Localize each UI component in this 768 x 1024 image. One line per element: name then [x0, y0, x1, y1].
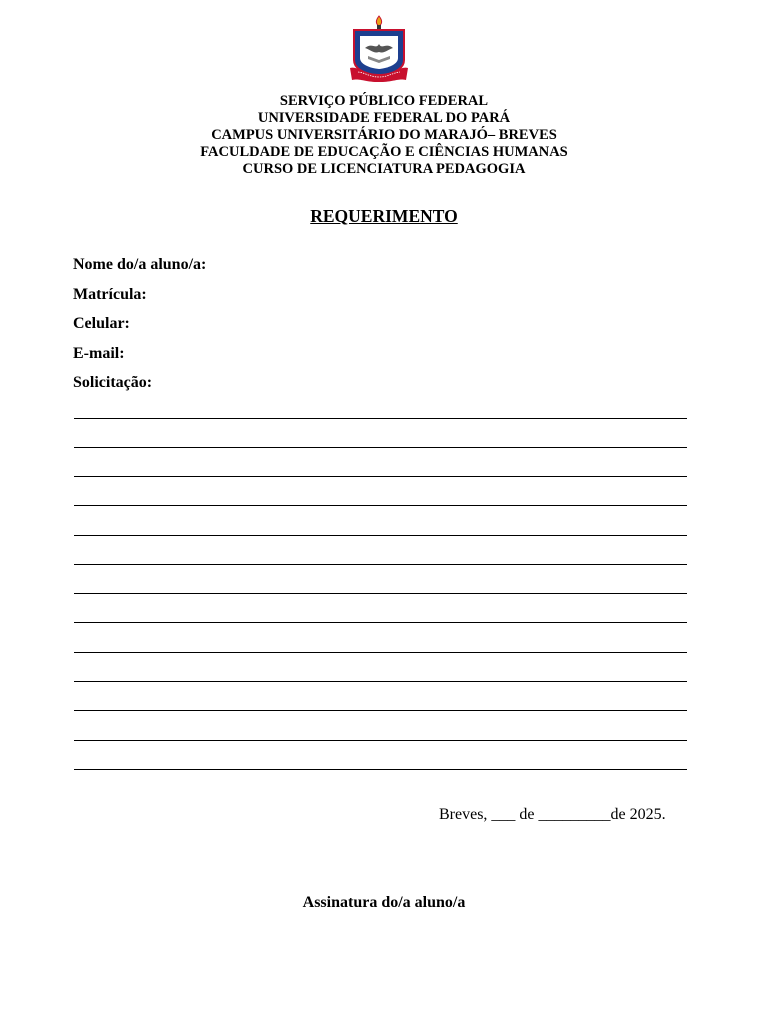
writing-line — [74, 564, 687, 565]
writing-line — [74, 740, 687, 741]
writing-line — [74, 681, 687, 682]
writing-line — [74, 710, 687, 711]
header-line-course: CURSO DE LICENCIATURA PEDAGOGIA — [242, 161, 526, 177]
writing-line — [74, 535, 687, 536]
university-crest-icon — [348, 14, 410, 84]
writing-line — [74, 593, 687, 594]
institution-header — [0, 93, 768, 178]
student-name-label: Nome do/a aluno/a: — [73, 256, 207, 273]
header-line-university: UNIVERSIDADE FEDERAL DO PARÁ — [257, 110, 511, 126]
header-line-service: SERVIÇO PÚBLICO FEDERAL — [279, 93, 489, 109]
header-line-faculty: FACULDADE DE EDUCAÇÃO E CIÊNCIAS HUMANAS — [200, 144, 568, 160]
writing-line — [74, 622, 687, 623]
header-line-campus: CAMPUS UNIVERSITÁRIO DO MARAJÓ– BREVES — [211, 127, 557, 143]
document-title: REQUERIMENTO — [310, 206, 458, 226]
writing-line — [74, 418, 687, 419]
phone-label: Celular: — [73, 315, 130, 332]
writing-line — [74, 505, 687, 506]
registration-label: Matrícula: — [73, 286, 147, 303]
email-label: E-mail: — [73, 345, 125, 362]
signature-label: Assinatura do/a aluno/a — [302, 894, 466, 911]
writing-line — [74, 769, 687, 770]
writing-line — [74, 476, 687, 477]
request-label: Solicitação: — [73, 374, 153, 391]
date-line: Breves, ___ de _________de 2025. — [439, 806, 666, 823]
writing-line — [74, 447, 687, 448]
writing-line — [74, 652, 687, 653]
